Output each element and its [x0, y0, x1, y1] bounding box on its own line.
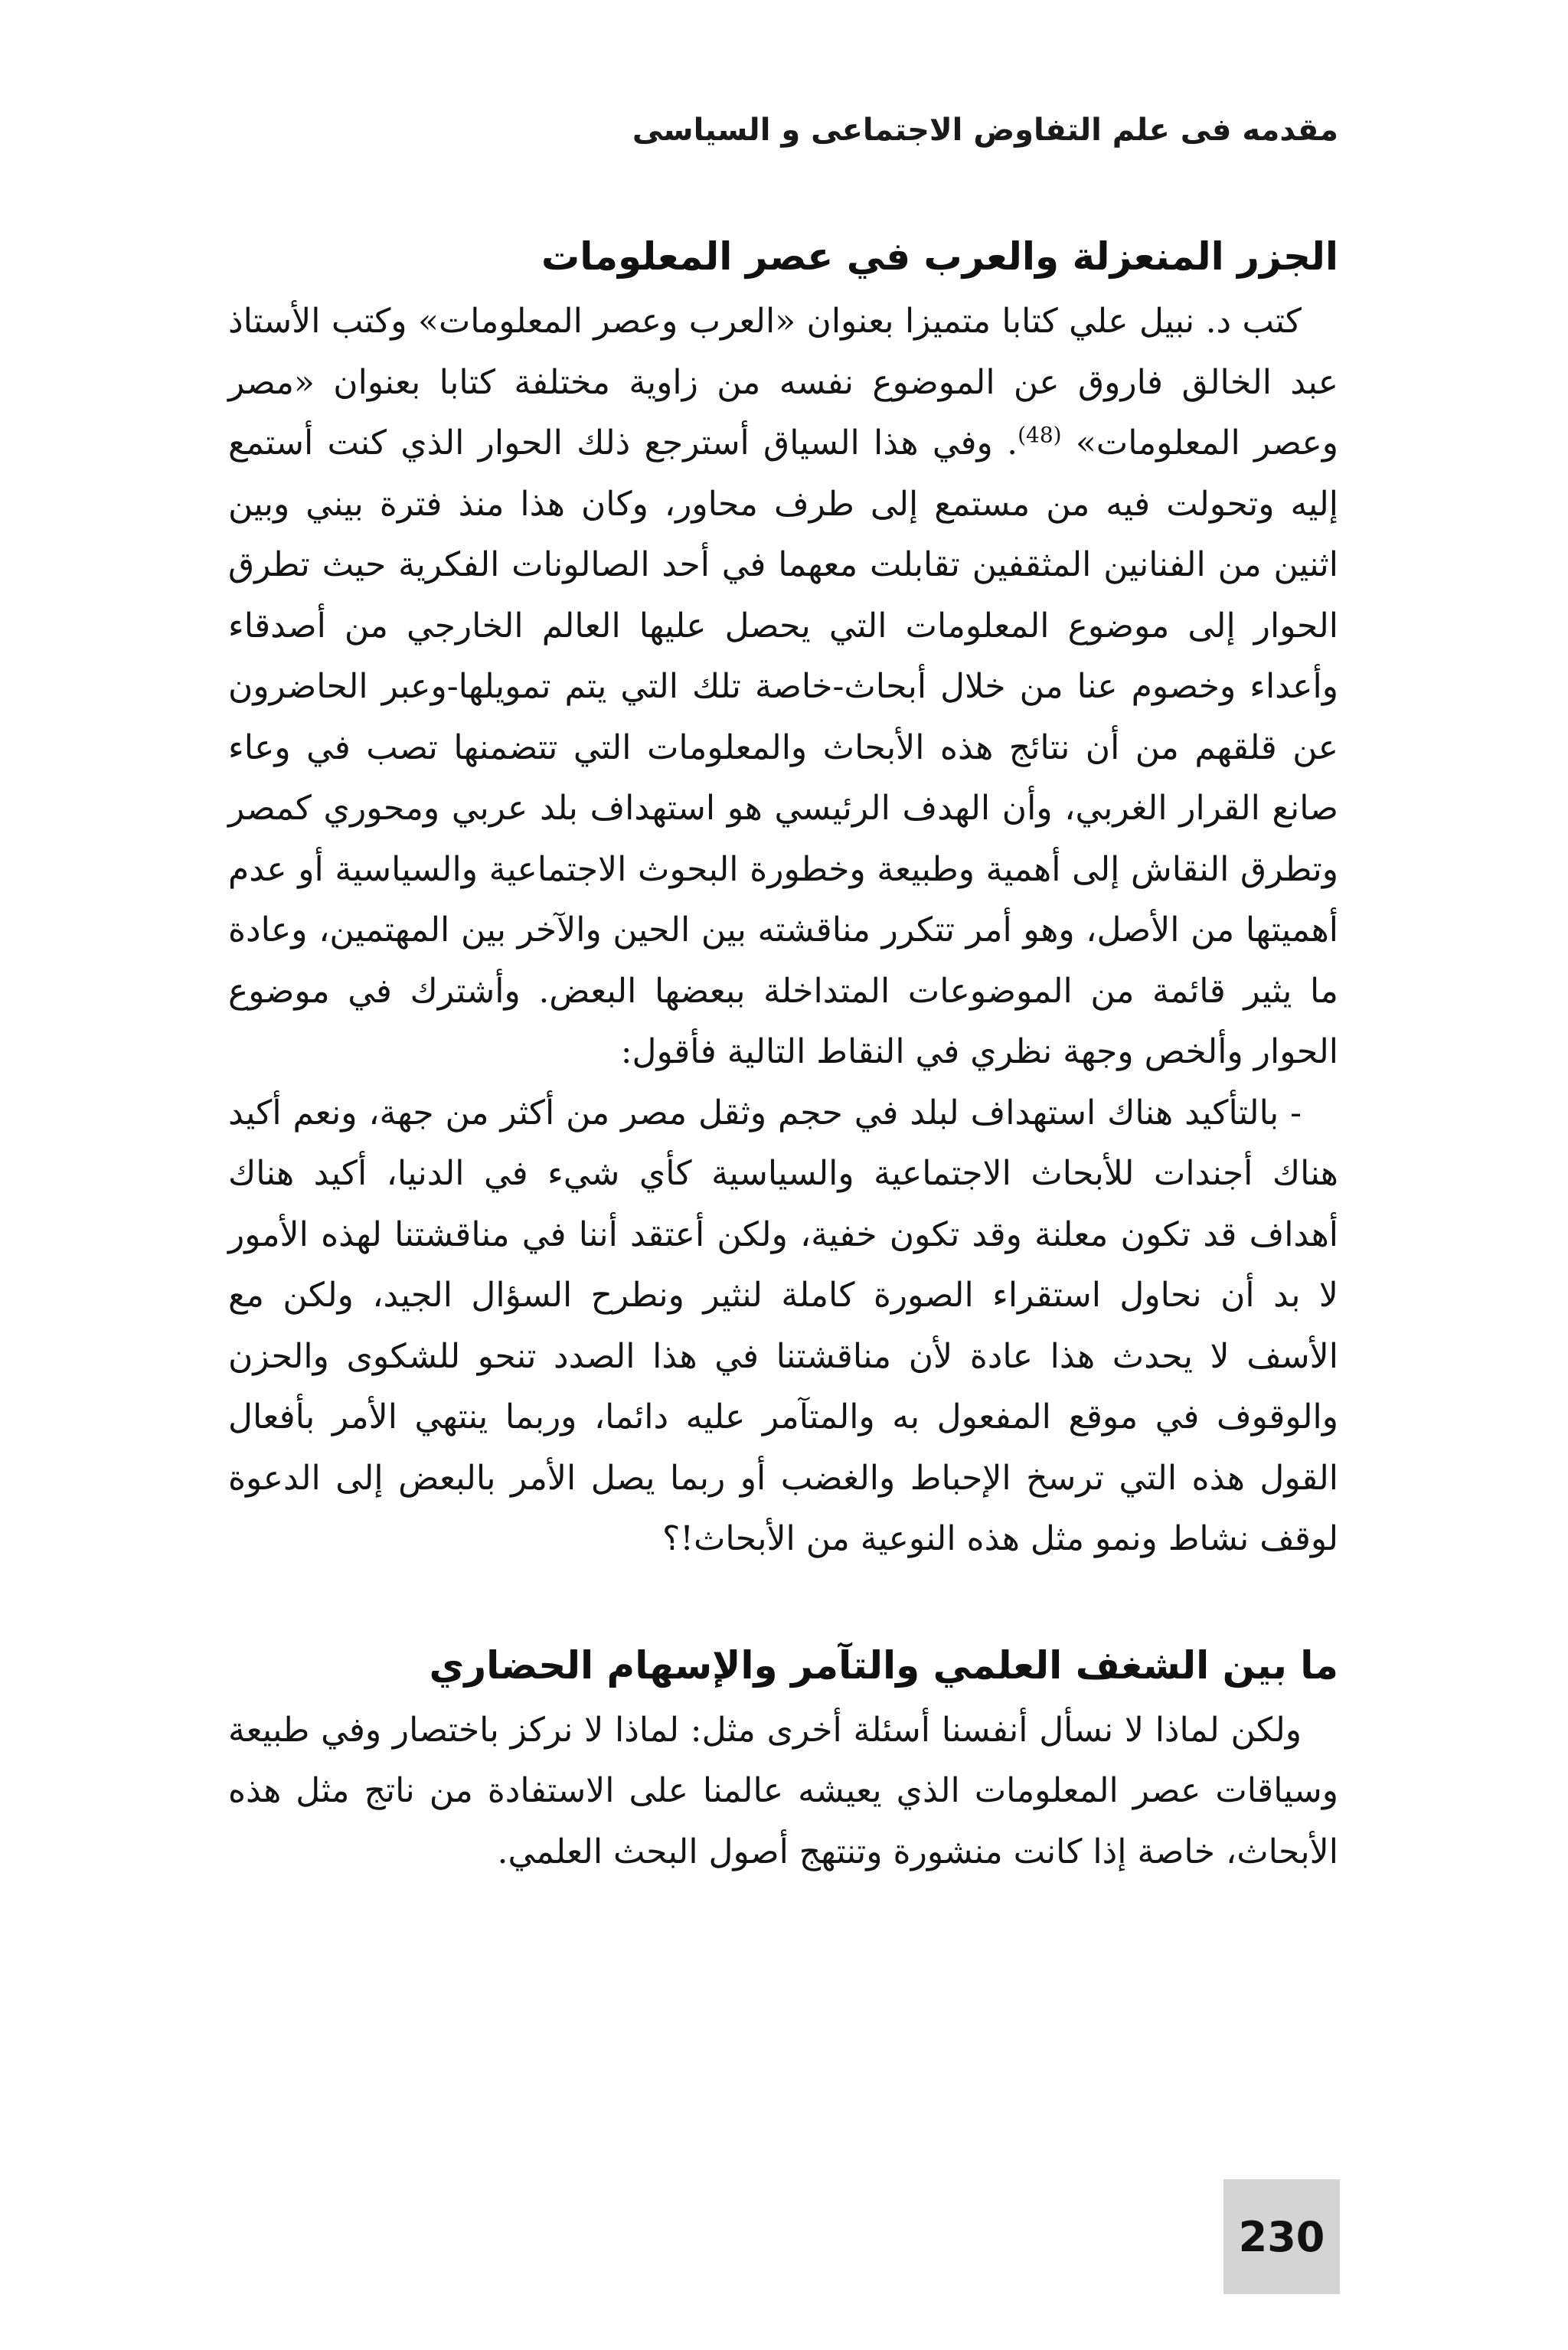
paragraph-why-not-ask: ولكن لماذا لا نسأل أنفسنا أسئلة أخرى مثل: لماذا لا نركز باختصار وفي طبيعة وسياقات عصر المعلومات الذي يعيشه عالمنا على الاستفادة من ناتج مثل هذه الأبحاث، خاصة إذا كانت منشورة وتنتهج أصول البحث العلمي.	[228, 1710, 1338, 1871]
page-body	[228, 222, 1338, 1882]
section-heading-scientific-passion: ما بين الشغف العلمي والتآمر والإسهام الحضاري	[429, 1642, 1338, 1688]
section-heading-isolated-islands: الجزر المنعزلة والعرب في عصر المعلومات	[541, 234, 1338, 279]
paragraph-information-age	[228, 291, 1338, 1083]
paragraph-text-after-footnote: . وفي هذا السياق أسترجع ذلك الحوار الذي كنت أستمع إليه وتحولت فيه من مستمع إلى طرف محاور، وكان هذا منذ فترة بيني وبين اثنين من الفنانين المثقفين تقابلت معهما في أحد الصالونات الفكرية حيث تطرق الحوار إلى موضوع المعلومات التي يحصل عليها العالم الخارجي من أصدقاء وأعداء وخصوم عنا من خلال أبحاث-خاصة تلك التي يتم تمويلها-وعبر الحاضرون عن قلقهم من أن نتائج هذه الأبحاث والمعلومات التي تتضمنها تصب في وعاء صانع القرار الغربي، وأن الهدف الرئيسي هو استهداف بلد عربي ومحوري كمصر وتطرق النقاش إلى أهمية وطبيعة وخطورة البحوث الاجتماعية والسياسية أو عدم أهميتها من الأصل، وهو أمر تتكرر مناقشته بين الحين والآخر بين المهتمين، وعادة ما يثير قائمة من الموضوعات المتداخلة ببعضها البعض. وأشترك في موضوع الحوار وألخص وجهة نظري في النقاط التالية فأقول:	[228, 423, 1338, 1071]
page-number-box	[1223, 2179, 1340, 2294]
page-number: 230	[1238, 2212, 1325, 2261]
paragraph-targeting-point: - بالتأكيد هناك استهداف لبلد في حجم وثقل مصر من أكثر من جهة، ونعم أكيد هناك أجندات للأبحاث الاجتماعية والسياسية كأي شيء في الدنيا، أكيد هناك أهداف قد تكون معلنة وقد تكون خفية، ولكن أعتقد أننا في مناقشتنا لهذه الأمور لا بد أن نحاول استقراء الصورة كاملة لنثير ونطرح السؤال الجيد، ولكن مع الأسف لا يحدث هذا عادة لأن مناقشتنا في هذا الصدد تنحو للشكوى والحزن والوقوف في موقع المفعول به والمتآمر عليه دائما، وربما ينتهي الأمر بأفعال القول هذه التي ترسخ الإحباط والغضب أو ربما يصل الأمر بالبعض إلى الدعوة لوقف نشاط ونمو مثل هذه النوعية من الأبحاث!؟	[228, 1093, 1339, 1558]
footnote-reference: (48)	[1018, 422, 1062, 448]
running-header: مقدمه فى علم التفاوض الاجتماعى و السياسى	[632, 113, 1338, 148]
paragraph-text-before-footnote: كتب د. نبيل علي كتابا متميزا بعنوان «العرب وعصر المعلومات» وكتب الأستاذ عبد الخالق فاروق عن الموضوع نفسه من زاوية مختلفة كتابا بعنوان «مصر وعصر المعلومات»	[228, 302, 1338, 462]
